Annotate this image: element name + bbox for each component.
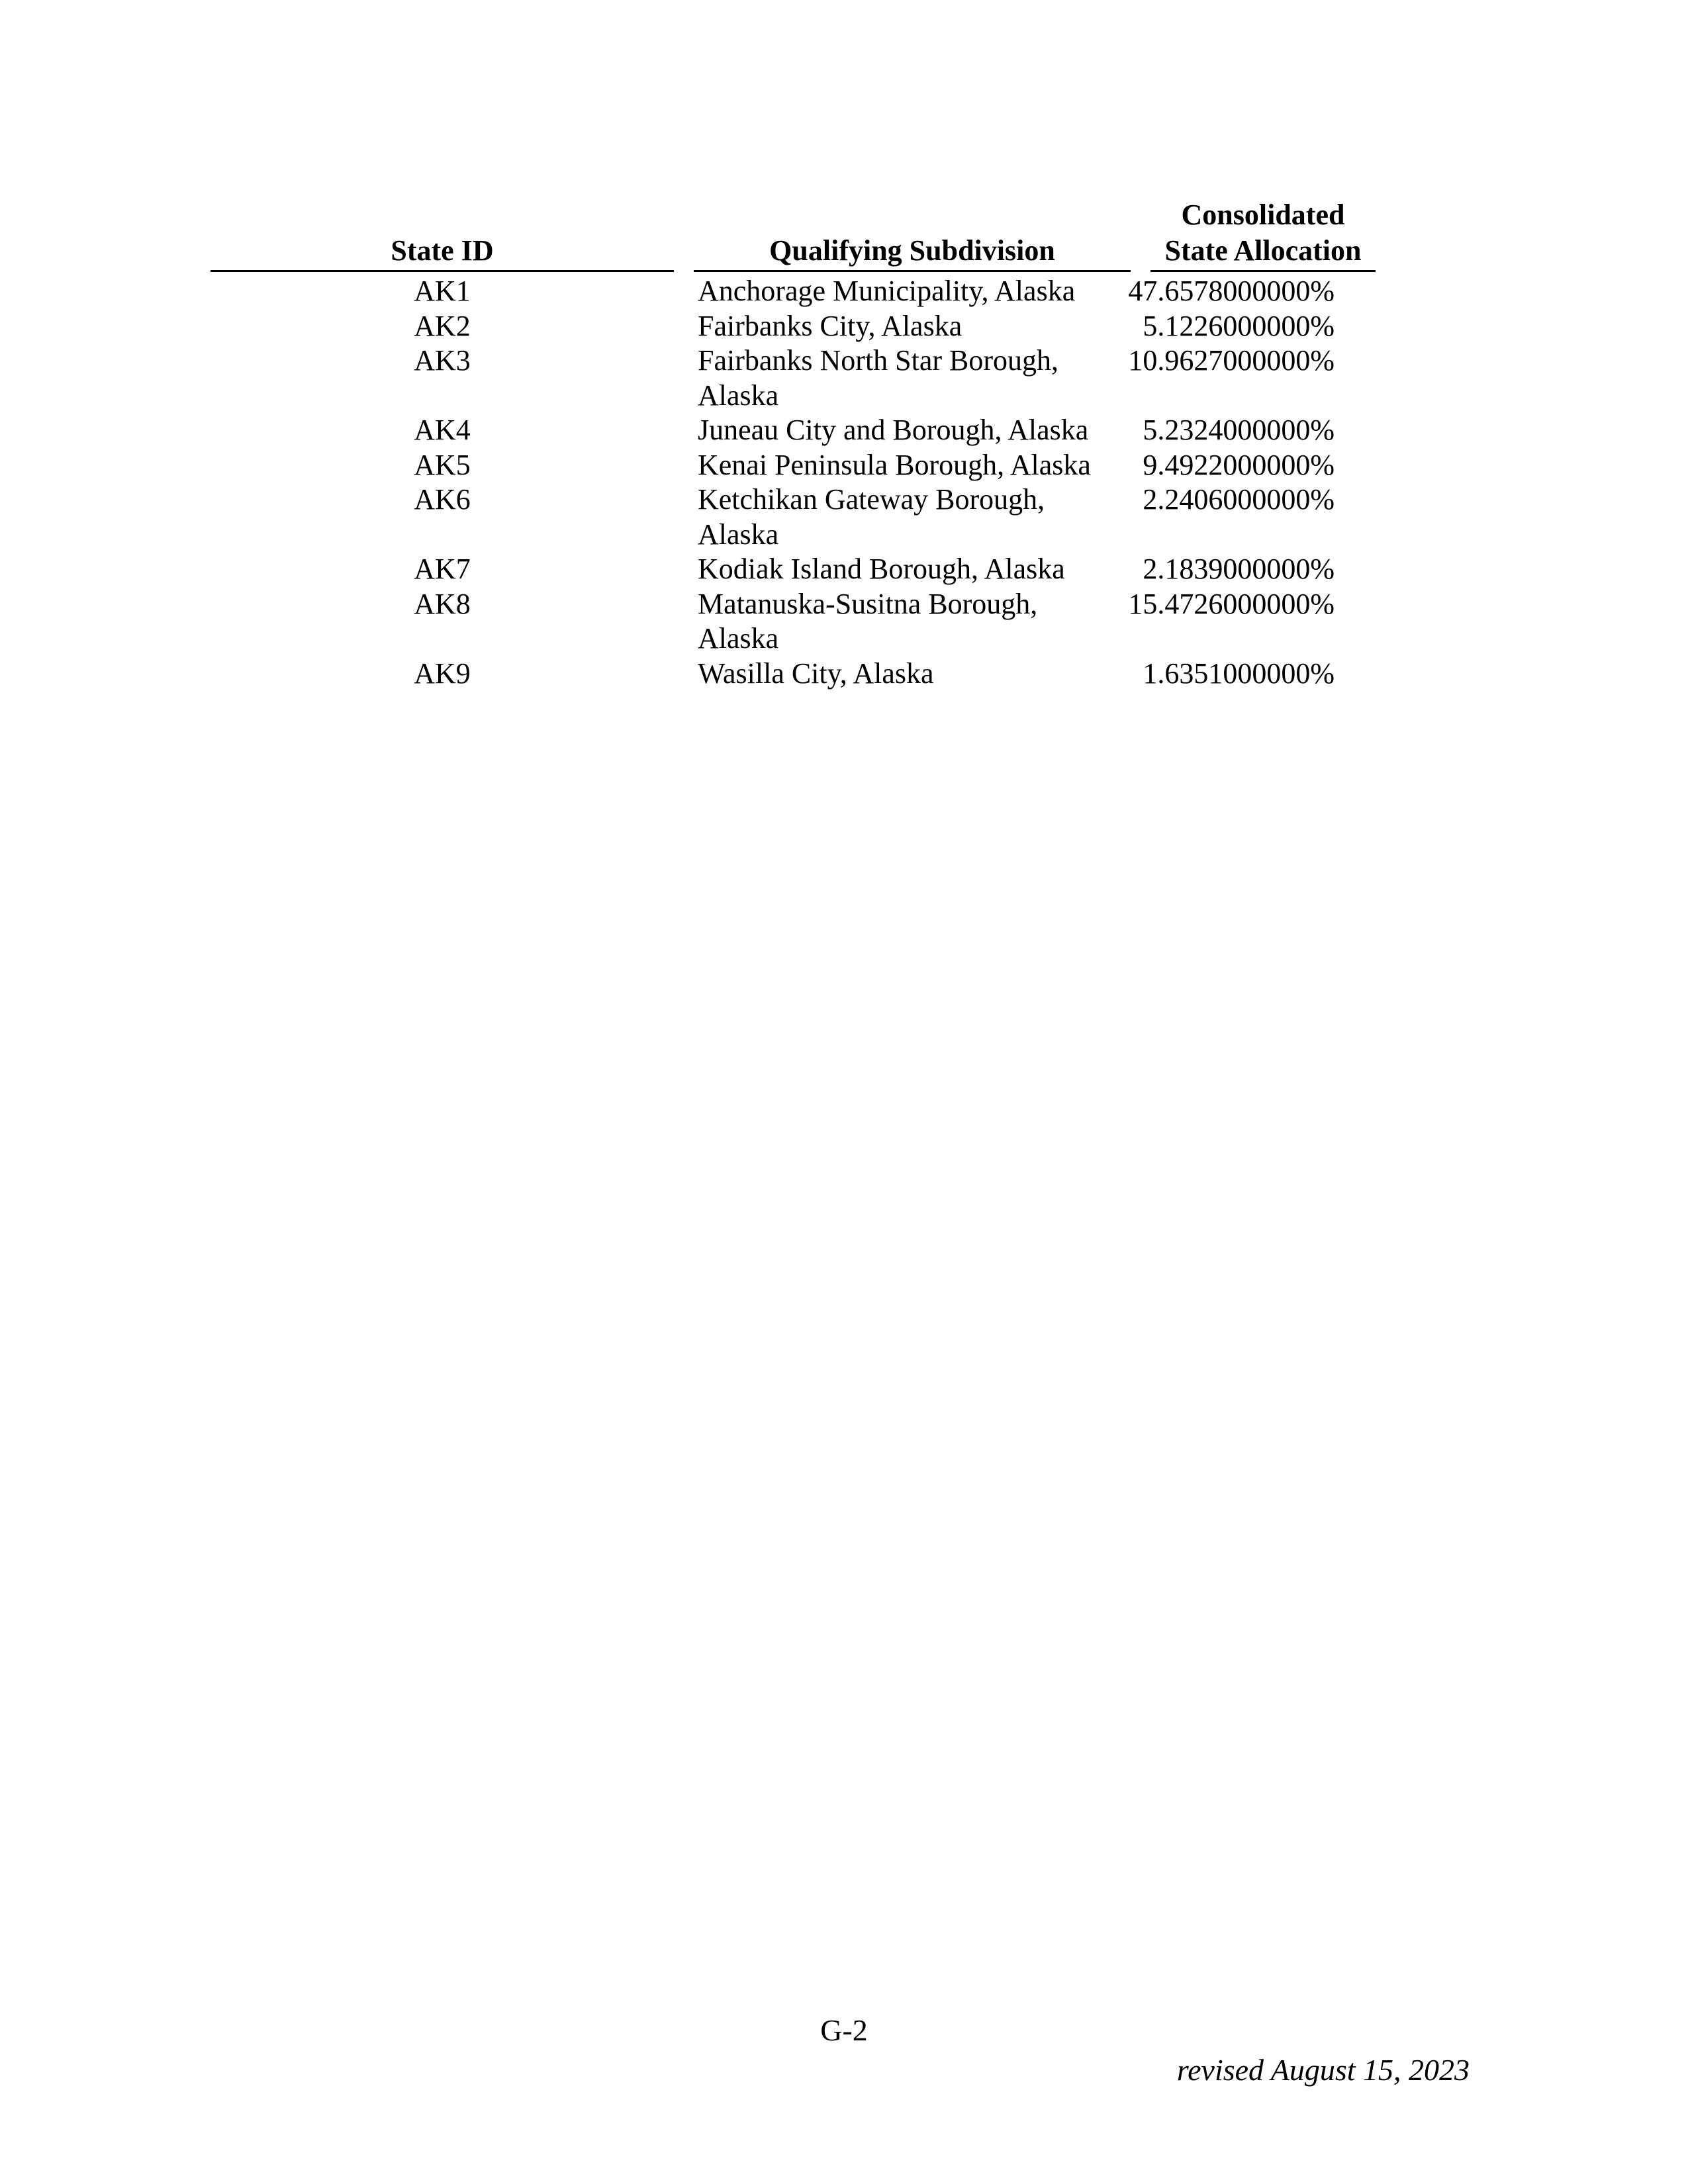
table-row: [0, 552, 1688, 587]
header-allocation-line-2: State Allocation: [1164, 234, 1362, 267]
state-id-cell: AK3: [414, 344, 471, 377]
allocation-table-body: [0, 274, 1688, 691]
state-id-cell: AK2: [414, 309, 471, 342]
subdivision-cell: Kodiak Island Borough, Alaska: [698, 553, 1065, 585]
table-row: [0, 413, 1688, 448]
subdivision-line-2: Alaska: [698, 518, 779, 551]
header-allocation-line-1: Consolidated: [1181, 199, 1345, 231]
allocation-cell: 2.1839000000%: [1143, 553, 1335, 585]
state-id-cell: AK6: [414, 483, 471, 516]
state-id-cell: AK4: [414, 414, 471, 446]
header-qualifying-subdivision: Qualifying Subdivision: [769, 234, 1055, 267]
subdivision-cell: Anchorage Municipality, Alaska: [698, 275, 1076, 307]
subdivision-line-1: Fairbanks North Star Borough,: [698, 344, 1059, 377]
subdivision-cell: Wasilla City, Alaska: [698, 657, 934, 690]
table-row: [0, 343, 1688, 413]
table-row: [0, 587, 1688, 657]
subdivision-line-1: Ketchikan Gateway Borough,: [698, 483, 1045, 516]
allocation-cell: 9.4922000000%: [1143, 448, 1335, 481]
subdivision-cell: [698, 587, 1121, 657]
header-rule-subdivision: [694, 270, 1131, 272]
table-row: [0, 448, 1688, 483]
subdivision-cell: [698, 343, 1121, 413]
allocation-cell: 2.2406000000%: [1143, 483, 1335, 516]
header-rule-state-id: [211, 270, 674, 272]
allocation-cell: 10.9627000000%: [1128, 344, 1335, 377]
allocation-cell: 15.4726000000%: [1128, 587, 1335, 620]
subdivision-line-1: Matanuska-Susitna Borough,: [698, 587, 1038, 620]
allocation-cell: 5.2324000000%: [1143, 414, 1335, 446]
table-row: [0, 309, 1688, 344]
header-state-id: State ID: [391, 234, 494, 267]
subdivision-cell: Fairbanks City, Alaska: [698, 309, 962, 342]
state-id-cell: AK1: [414, 275, 471, 307]
state-id-cell: AK7: [414, 553, 471, 585]
header-consolidated-state-allocation: [1150, 197, 1376, 269]
page-number: G-2: [820, 2013, 868, 2047]
state-id-cell: AK8: [414, 587, 471, 620]
subdivision-cell: Kenai Peninsula Borough, Alaska: [698, 448, 1091, 481]
allocation-cell: 1.6351000000%: [1143, 657, 1335, 690]
table-row: [0, 482, 1688, 552]
header-rule-allocation: [1150, 270, 1376, 272]
subdivision-cell: Juneau City and Borough, Alaska: [698, 414, 1089, 446]
allocation-cell: 5.1226000000%: [1143, 309, 1335, 342]
subdivision-cell: [698, 482, 1121, 552]
allocation-cell: 47.6578000000%: [1128, 275, 1335, 307]
state-id-cell: AK9: [414, 657, 471, 690]
subdivision-line-2: Alaska: [698, 379, 779, 412]
table-row: [0, 274, 1688, 309]
subdivision-line-2: Alaska: [698, 622, 779, 655]
state-id-cell: AK5: [414, 448, 471, 481]
revision-date: revised August 15, 2023: [1176, 2053, 1470, 2087]
table-row: [0, 657, 1688, 692]
